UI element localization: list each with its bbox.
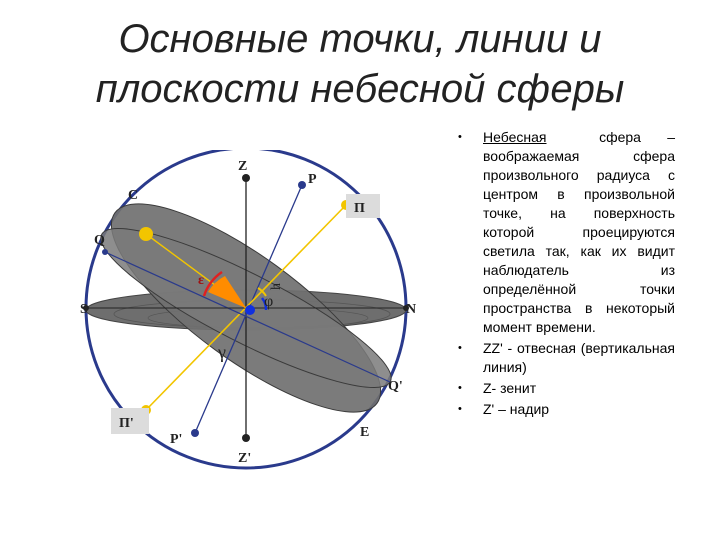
bullet-text: Z- зенит [483,380,537,396]
label-point-q: Q [94,233,105,248]
title-line-2: плоскости небесной сферы [95,67,625,111]
definition-list [455,128,675,419]
bullet-dot: • [458,382,462,394]
label-zenith: Z [238,159,248,174]
label-pole-p-prime: P' [170,432,183,447]
label-point-q-prime: Q' [388,379,403,394]
label-pi-prime: П' [119,416,134,431]
sun-point [139,227,153,241]
label-gamma: γ [218,342,226,362]
label-epsilon: ε [198,273,204,288]
label-phi: φ [264,293,274,310]
label-point-c: C [128,188,139,203]
nadir-point [242,434,250,442]
bullet-dot: • [458,403,462,415]
slide-title [0,14,720,114]
term-celestial-sphere: Небесная [483,129,547,145]
bullet-dot: • [458,342,462,354]
definition-text: сфера – воображаемая сфера произвольного радиуса с центром в произвольной точке, на поверхность которой проецируются светила так, как их видит наблюдатель из определённой точки пространства в некоторый момент времени. [483,129,676,335]
gap [547,129,600,145]
bullet-celestial-sphere [455,128,675,337]
pole-p-prime-point [191,429,199,437]
center-point [245,305,255,315]
point-q-dot [102,249,108,255]
label-east: E [360,425,370,440]
label-north: N [406,302,417,317]
bullet-zenith [455,379,675,398]
bullet-vertical-line [455,339,675,377]
label-south: S [80,302,88,317]
bullet-text: Z' – надир [483,401,550,417]
zenith-point [242,174,250,182]
bullet-nadir [455,400,675,419]
bullet-dot: • [458,131,462,143]
label-pole-p: P [308,172,317,187]
celestial-sphere-diagram [70,150,440,540]
bullet-text: ZZ' ‑ отвесная (вертикальная линия) [483,340,675,375]
label-nadir: Z' [238,451,252,466]
title-line-1: Основные точки, линии и [118,17,602,61]
label-pi: П [354,201,365,216]
label-h: h [269,283,284,290]
pole-p-point [298,181,306,189]
